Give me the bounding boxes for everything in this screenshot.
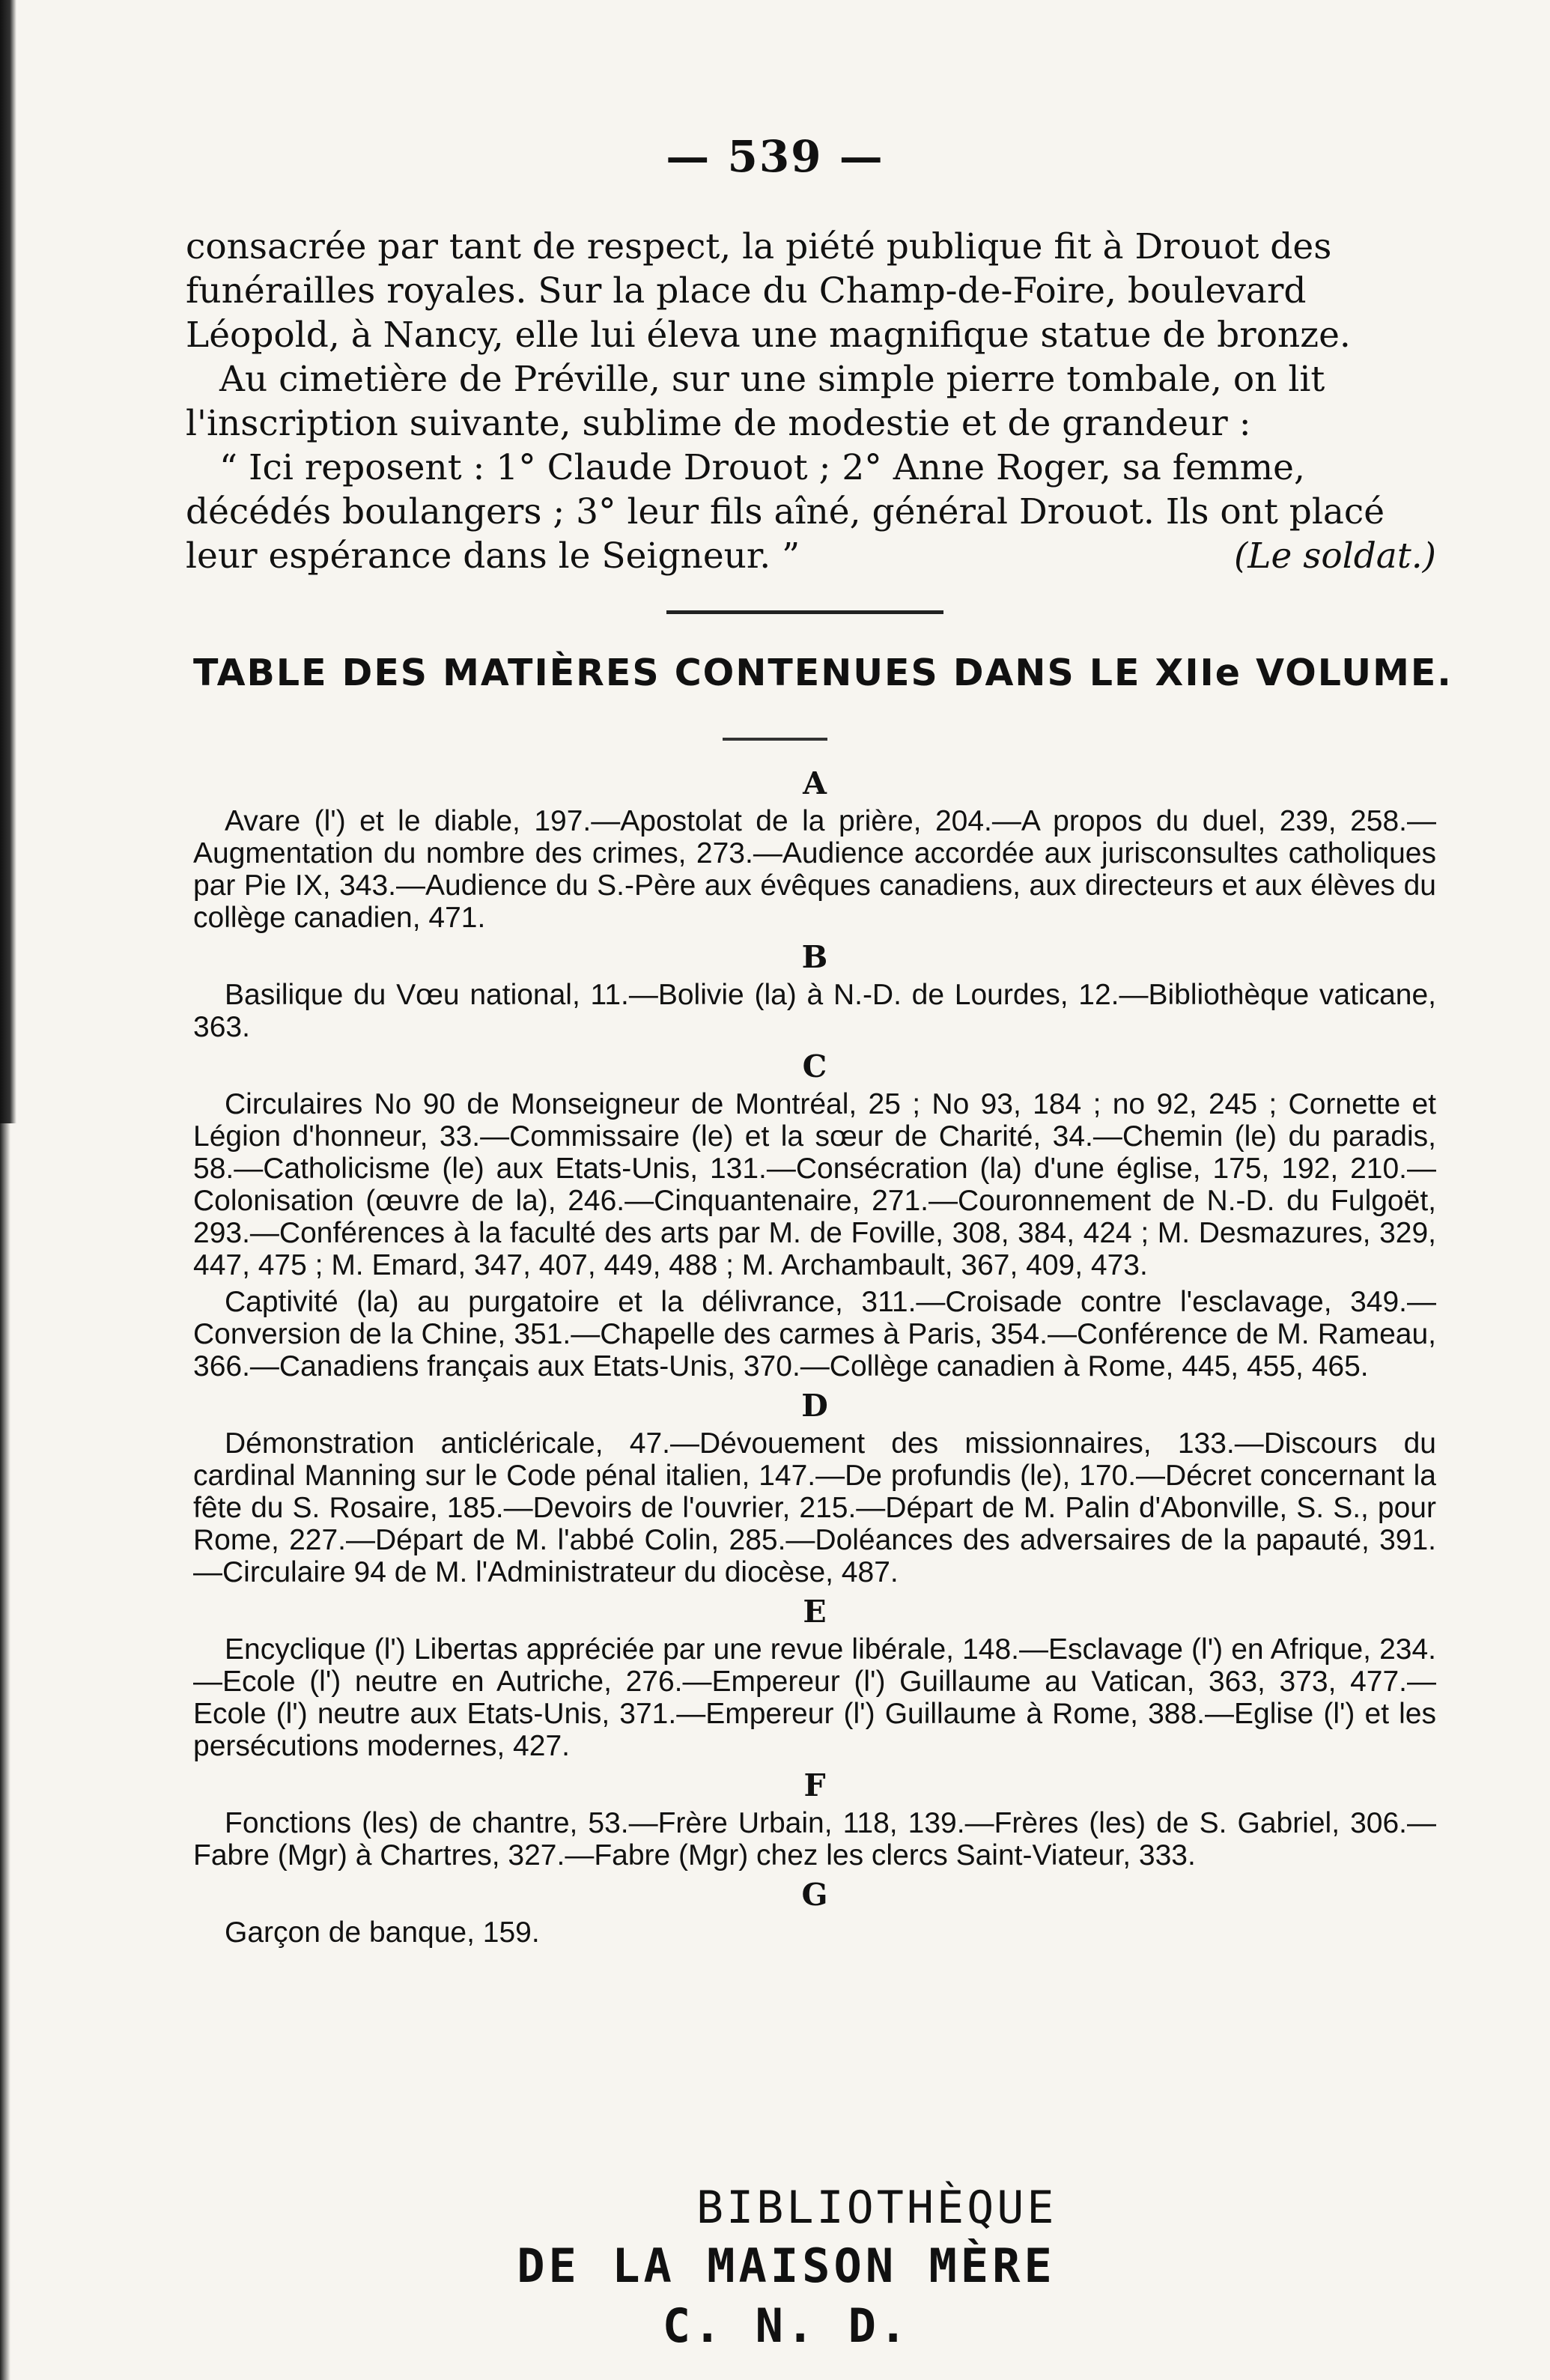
toc-section-letter: A — [803, 765, 827, 801]
toc-section-letter: B — [801, 939, 828, 975]
toc-entry: Circulaires No 90 de Monseigneur de Montréal, 25 ; No 93, 184 ; no 92, 245 ; Cornette et Légion d'honneur, 33.—Commissaire (le) et la sœur de Charité, 34.—Chemin (le) du paradis, 58.—Catholicisme (le) aux Etats-Unis, 131.—Consécration (la) d'une église, 175, 192, 210.—Colonisation (œuvre de la), 246.—Cinquantenaire, 271.—Couronnement de N.-D. du Fulgoët, 293.—Conférences à la faculté des arts par M. de Foville, 308, 384, 424 ; M. Desmazures, 329, 447, 475 ; M. Emard, 347, 407, 449, 488 ; M. Archambault, 367, 409, 473. — [193, 1088, 1436, 1281]
toc-entry: Démonstration anticléricale, 47.—Dévouement des missionnaires, 133.—Discours du cardinal Manning sur le Code pénal italien, 147.—De profundis (le), 170.—Décret concernant la fête du S. Rosaire, 185.—Devoirs de l'ouvrier, 215.—Départ de M. Palin d'Abonville, S. S., pour Rome, 227.—Départ de M. l'abbé Colin, 285.—Doléances des adversaires de la papauté, 391.—Circulaire 94 de M. l'Administrateur du diocèse, 487. — [193, 1427, 1436, 1588]
toc-entry: Encyclique (l') Libertas appréciée par une revue libérale, 148.—Esclavage (l') en Afrique, 234.—Ecole (l') neutre en Autriche, 276.—Empereur (l') Guillaume au Vatican, 363, 373, 477.—Ecole (l') neutre aux Etats-Unis, 371.—Empereur (l') Guillaume à Rome, 388.—Eglise (l') et les persécutions modernes, 427. — [193, 1633, 1436, 1762]
toc-entry: Fonctions (les) de chantre, 53.—Frère Urbain, 118, 139.—Frères (les) de S. Gabriel, 306.—Fabre (Mgr) à Chartres, 327.—Fabre (Mgr) chez les clercs Saint-Viateur, 333. — [193, 1807, 1436, 1871]
toc-entry: Basilique du Vœu national, 11.—Bolivie (la) à N.-D. de Lourdes, 12.—Bibliothèque vaticane, 363. — [193, 979, 1436, 1043]
library-stamp — [449, 2179, 1123, 2356]
intro-paragraph-2: Au cimetière de Préville, sur une simple pierre tombale, on lit l'inscription suivante, sublime de modestie et de grandeur : — [186, 359, 1325, 444]
toc-entry: Captivité (la) au purgatoire et la délivrance, 311.—Croisade contre l'esclavage, 349.—Conversion de la Chine, 351.—Chapelle des carmes à Paris, 354.—Conférence de M. Rameau, 366.—Canadiens français aux Etats-Unis, 370.—Collège canadien à Rome, 445, 455, 465. — [193, 1286, 1436, 1382]
page-number: — 539 — — [666, 131, 884, 182]
inscription-quote: “ Ici reposent : 1° Claude Drouot ; 2° Anne Roger, sa femme, décédés boulangers ; 3° leur fils aîné, général Drouot. Ils ont placé leur espérance dans le Seigneur. ” — [186, 447, 1385, 577]
intro-text — [186, 225, 1436, 578]
intro-paragraph-1: consacrée par tant de respect, la piété publique fit à Drouot des funérailles royales. Sur la place du Champ-de-Foire, boulevard Léopold, à Nancy, elle lui éleva une magnifique statue de bronze. — [186, 226, 1351, 356]
toc-entry: Avare (l') et le diable, 197.—Apostolat de la prière, 204.—A propos du duel, 239, 258.—Augmentation du nombre des crimes, 273.—Audience accordée aux jurisconsultes catholiques par Pie IX, 343.—Audience du S.-Père aux évêques canadiens, aux directeurs et aux élèves du collège canadien, 471. — [193, 805, 1436, 934]
citation: (Le soldat.) — [1233, 535, 1436, 577]
table-of-contents — [193, 760, 1436, 1953]
stamp-line-1: BIBLIOTHÈQUE — [696, 2182, 1057, 2234]
toc-section-letter: F — [803, 1767, 826, 1803]
toc-section-letter: D — [801, 1388, 828, 1424]
toc-entry: Garçon de banque, 159. — [225, 1916, 540, 1949]
intro-paragraph-3 — [186, 446, 1436, 578]
toc-section-letter: C — [802, 1048, 827, 1084]
stamp-line-3: C. N. D. — [662, 2298, 911, 2353]
toc-title: TABLE DES MATIÈRES CONTENUES DANS LE XIIe VOLUME. — [193, 652, 1453, 694]
binding-shadow-lower — [0, 1123, 10, 2380]
title-underline — [723, 738, 827, 741]
stamp-line-2: DE LA MAISON MÈRE — [517, 2238, 1056, 2293]
separator-rule — [666, 610, 943, 614]
toc-section-letter: G — [801, 1877, 828, 1913]
toc-section-letter: E — [803, 1594, 827, 1630]
